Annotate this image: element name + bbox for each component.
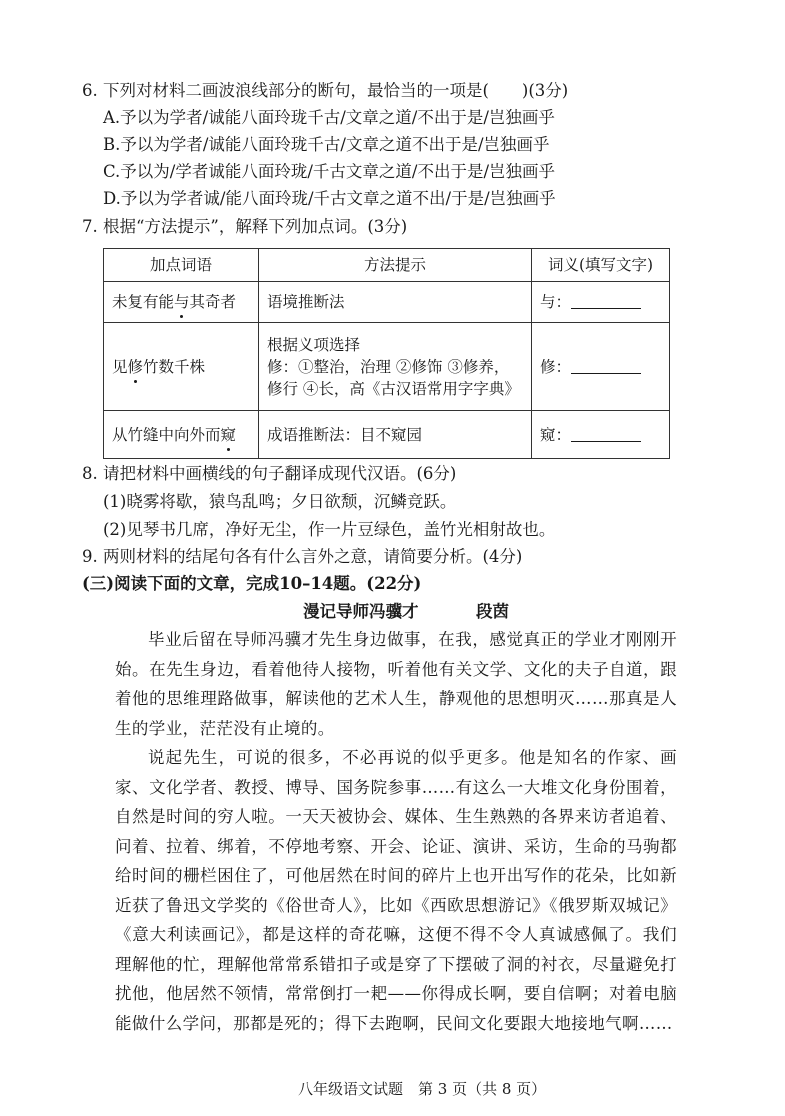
article-paragraph-2: 说起先生，可说的很多，不必再说的似乎更多。他是知名的作家、画家、文化学者、教授、博导、国务院参事……有这么一大堆文化身份围着，自然是时间的穷人啦。一天天被协会、媒体、生生熟熟的各界来访者追着、问着、拉着、绑着，不停地考察、开会、论证、演讲、采访，生命的马驹都给时间的栅栏困住了，可他居然在时间的碎片上也开出写作的花朵，比如新近获了鲁迅文学奖的《俗世奇人》，比如《西欧思想游记》《俄罗斯双城记》《意大利读画记》，都是这样的奇花嘛，这便不得不令人真诚感佩了。我们理解他的忙，理解他常常系错扣子或是穿了下摆破了洞的衬衣，尽量避免打扰他，他居然不领情，常常倒打一耙——你得成长啊，要自信啊；对着电脑能做什么学问，那都是死的；得下去跑啊，民间文化要跟大地接地气啊…… [115, 748, 677, 1033]
question-7-stem: 7. 根据“方法提示”，解释下列加点词。(3分) [82, 217, 408, 236]
dotted-word-cell [104, 411, 259, 459]
question-6-option-d: D.予以为学者诚/能八面玲珑/千古文章之道不出/于是/岂独画乎 [103, 189, 556, 208]
answer-blank[interactable] [571, 292, 641, 309]
method-cell: 语境推断法 [259, 282, 532, 323]
word-text: 未复有能 [112, 293, 175, 311]
article-title: 漫记导师冯骥才 [303, 602, 419, 621]
dotted-word-cell [104, 282, 259, 323]
meaning-label: 修： [540, 357, 572, 376]
question-6-option-a: A.予以为学者/诚能八面玲珑千古/文章之道/不出于是/岂独画乎 [103, 108, 555, 127]
meaning-label: 与： [540, 293, 572, 311]
question-6-option-b: B.予以为学者/诚能八面玲珑千古/文章之道不出于是/岂独画乎 [103, 135, 550, 154]
word-text: 从竹缝中向外而 [112, 425, 221, 444]
meaning-cell [532, 323, 670, 411]
dotted-character: 与 [174, 293, 190, 311]
section-3-heading: (三)阅读下面的文章，完成10–14题。(22分) [82, 574, 422, 593]
question-8-stem: 8. 请把材料中画横线的句子翻译成现代汉语。(6分) [82, 464, 457, 483]
table-row [104, 323, 670, 411]
page-footer: 八年级语文试题 第 3 页（共 8 页） [298, 1080, 547, 1098]
dotted-word-cell [104, 323, 259, 411]
header-word-meaning: 词义(填写文字) [532, 249, 670, 282]
meaning-cell [532, 411, 670, 459]
method-line: 修行 ④长，高《古汉语常用字字典》 [267, 379, 520, 398]
meaning-cell [532, 282, 670, 323]
method-cell [259, 323, 532, 411]
question-9-stem: 9. 两则材料的结尾句各有什么言外之意，请简要分析。(4分) [82, 547, 523, 566]
article-author: 段茵 [476, 602, 509, 621]
word-text: 竹数千株 [143, 357, 206, 376]
table-header-row [104, 249, 670, 282]
question-6-stem: 6. 下列对材料二画波浪线部分的断句，最恰当的一项是( )(3分) [82, 81, 569, 100]
meaning-label: 窥： [540, 425, 572, 444]
table-row [104, 411, 670, 459]
dotted-character: 窥 [220, 425, 237, 444]
method-cell: 成语推断法：目不窥园 [259, 411, 532, 459]
method-line: 修：①整治，治理 ②修饰 ③修养， [267, 357, 510, 376]
question-6-option-c: C.予以为/学者诚能八面玲珑/千古文章之道/不出于是/岂独画乎 [103, 162, 556, 181]
header-method-hint: 方法提示 [259, 249, 532, 282]
word-text: 见 [112, 357, 128, 376]
answer-blank[interactable] [571, 357, 641, 374]
method-hint-table [103, 248, 670, 459]
article-paragraph-1: 毕业后留在导师冯骥才先生身边做事，在我，感觉真正的学业才刚刚开始。在先生身边，看着他待人接物，听着他有关文学、文化的夫子自道，跟着他的思维理路做事，解读他的艺术人生，静观他的思想明灭……那真是人生的学业，茫茫没有止境的。 [115, 630, 677, 738]
table-row [104, 282, 670, 323]
answer-blank[interactable] [571, 425, 641, 442]
method-line: 根据义项选择 [267, 335, 361, 354]
question-8-item-1: (1)晓雾将歇，猿鸟乱鸣；夕日欲颓，沉鳞竞跃。 [103, 492, 457, 511]
word-text: 其奇者 [189, 293, 237, 311]
header-dotted-word: 加点词语 [104, 249, 259, 282]
question-8-item-2: (2)见琴书几席，净好无尘，作一片豆绿色，盖竹光相射故也。 [103, 520, 556, 539]
dotted-character: 修 [127, 357, 144, 376]
